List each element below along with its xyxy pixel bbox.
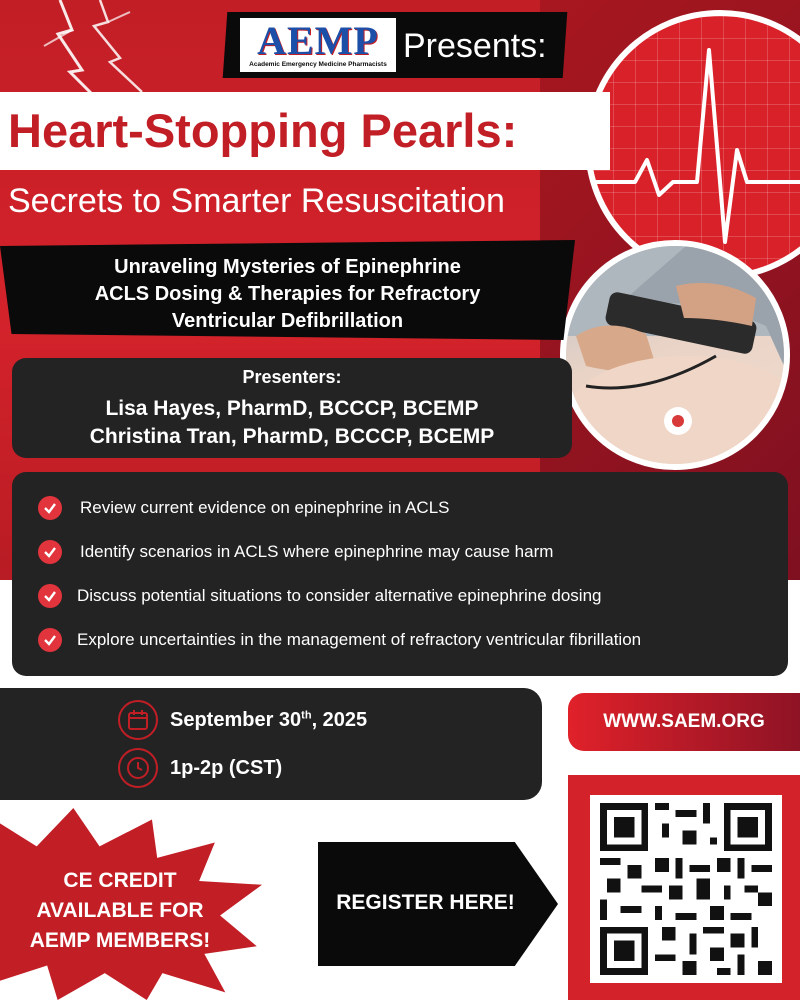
- description-line-3: Ventricular Defibrillation: [171, 310, 404, 332]
- objective-item: Review current evidence on epinephrine in ACLS: [80, 498, 450, 517]
- session-description: [10, 254, 565, 338]
- event-time: 1p-2p (CST): [170, 757, 283, 779]
- check-icon: [38, 540, 62, 564]
- ce-credit-line-2: AVAILABLE FOR: [36, 899, 204, 922]
- event-date: September 30th, 2025: [170, 709, 368, 731]
- ce-credit-line-3: AEMP MEMBERS!: [29, 929, 211, 952]
- objective-item: Identify scenarios in ACLS where epinephrine may cause harm: [80, 542, 554, 561]
- clock-icon: [118, 748, 158, 788]
- aemp-logo: [240, 18, 396, 72]
- presents-label: Presents:: [403, 27, 547, 65]
- heartbeat-line-icon: [585, 10, 800, 280]
- presenter-name: Lisa Hayes, PharmD, BCCCP, BCEMP: [105, 397, 479, 420]
- website-link[interactable]: WWW.SAEM.ORG: [568, 693, 800, 751]
- page-title: Heart-Stopping Pearls:: [8, 104, 518, 157]
- ce-credit-text: [0, 866, 240, 966]
- logo-text: AEMP: [257, 18, 379, 63]
- presenter-name: Christina Tran, PharmD, BCCCP, BCEMP: [89, 425, 495, 448]
- description-line-1: Unraveling Mysteries of Epinephrine: [114, 256, 461, 278]
- description-line-2: ACLS Dosing & Therapies for Refractory: [94, 283, 481, 305]
- check-icon: [38, 628, 62, 652]
- registration-qr-code[interactable]: [600, 803, 772, 975]
- objective-item: Explore uncertainties in the management of refractory ventricular fibrillation: [77, 630, 642, 649]
- logo-subtitle: Academic Emergency Medicine Pharmacists: [249, 61, 387, 68]
- register-label[interactable]: REGISTER HERE!: [336, 891, 515, 914]
- page-subtitle: Secrets to Smarter Resuscitation: [8, 182, 505, 220]
- objective-item: Discuss potential situations to consider alternative epinephrine dosing: [77, 586, 602, 605]
- check-icon: [38, 496, 62, 520]
- ce-credit-line-1: CE CREDIT: [63, 869, 177, 892]
- lightning-icon: [20, 0, 150, 100]
- presenters-heading: Presenters:: [242, 367, 342, 387]
- check-icon: [38, 584, 62, 608]
- calendar-icon: [118, 700, 158, 740]
- cpr-photo: [560, 240, 790, 470]
